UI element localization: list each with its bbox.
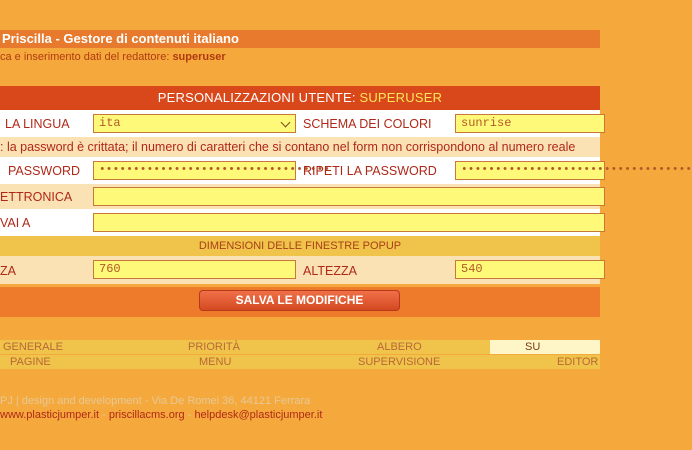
row-password-note — [0, 137, 600, 157]
width-label: ZA — [0, 264, 16, 278]
menu-item-priorita[interactable]: PRIORITÀ — [188, 341, 240, 353]
repeat-password-field[interactable] — [455, 161, 692, 180]
email-input[interactable] — [93, 187, 605, 206]
password-note: : la password è crittata; il numero di caratteri che si contano nel form non corrispondono al numero reale — [0, 140, 576, 154]
save-button[interactable]: SALVA LE MODIFICHE — [199, 290, 400, 311]
footer-separator: - — [102, 409, 109, 421]
password-value: •••••••••••••••••••••••••••••••••• — [99, 164, 331, 176]
language-label: LA LINGUA — [5, 117, 70, 131]
footer-links — [0, 409, 322, 421]
footer-link-priscillacms[interactable]: priscillacms.org — [108, 409, 185, 421]
language-value: ita — [99, 116, 121, 130]
menu-row-2 — [0, 355, 600, 369]
menu-item-editor[interactable]: EDITOR — [557, 356, 599, 368]
row-language — [0, 110, 600, 137]
row-send-to — [0, 209, 600, 236]
color-scheme-input[interactable] — [455, 114, 605, 133]
menu-item-su[interactable]: SU — [490, 340, 600, 354]
popup-dimensions-title: DIMENSIONI DELLE FINESTRE POPUP — [0, 236, 600, 256]
menu-item-albero[interactable]: ALBERO — [377, 341, 422, 353]
row-dimensions — [0, 256, 600, 284]
width-value: 760 — [99, 262, 121, 276]
app-title: Priscilla - Gestore di contenuti italiano — [0, 30, 600, 48]
color-scheme-label: SCHEMA DEI COLORI — [303, 117, 432, 131]
menu-row-1 — [0, 340, 600, 354]
email-label: ETTRONICA — [0, 190, 73, 204]
color-scheme-value: sunrise — [461, 116, 512, 130]
send-to-input[interactable] — [93, 213, 605, 232]
menu-item-supervisione[interactable]: SUPERVISIONE — [358, 356, 441, 368]
repeat-password-label: RIPETI LA PASSWORD — [303, 164, 437, 178]
height-label: ALTEZZA — [303, 264, 357, 278]
row-email — [0, 184, 600, 209]
password-field[interactable] — [93, 161, 331, 180]
subtitle-user: superuser — [172, 51, 226, 63]
panel-title-user: SUPERUSER — [359, 90, 443, 105]
subtitle-text: ca e inserimento dati del redattore: — [0, 51, 170, 63]
panel-title-text: PERSONALIZZAZIONI UTENTE: — [157, 90, 356, 105]
footer-link-helpdesk[interactable]: helpdesk@plasticjumper.it — [194, 409, 323, 421]
panel-title — [0, 86, 600, 110]
height-input[interactable] — [455, 260, 605, 279]
width-input[interactable] — [93, 260, 296, 279]
height-value: 540 — [461, 262, 483, 276]
editor-subtitle — [0, 50, 600, 64]
menu-item-menu[interactable]: MENU — [199, 356, 232, 368]
footer-separator: - — [187, 409, 195, 421]
language-select[interactable] — [93, 114, 296, 133]
send-to-label: VAI A — [0, 216, 31, 230]
footer-credits: PJ | design and development - Via De Romei 36, 44121 Ferrara — [0, 395, 311, 407]
password-label: PASSWORD — [8, 164, 80, 178]
menu-item-generale[interactable]: GENERALE — [3, 341, 63, 353]
footer-link-plasticjumper[interactable]: www.plasticjumper.it — [0, 409, 100, 421]
row-password — [0, 157, 692, 184]
repeat-password-value: •••••••••••••••••••••••••••••••••• — [461, 164, 692, 176]
menu-item-pagine[interactable]: PAGINE — [10, 356, 51, 368]
